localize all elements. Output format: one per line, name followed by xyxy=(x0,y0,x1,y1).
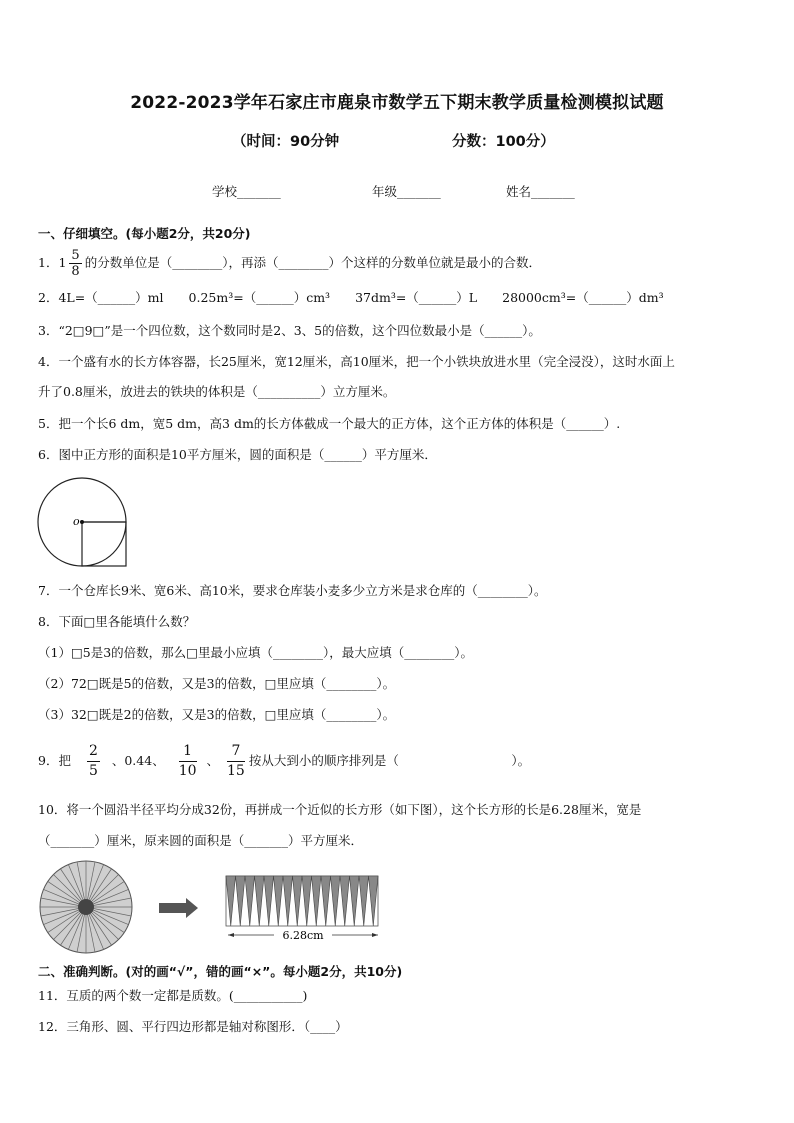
question-10-line-2: （_______）厘米，原来圆的面积是（_______）平方厘米． xyxy=(38,833,364,848)
question-10-line-1: 10．将一个圆沿半径平均分成32份，再拼成一个近似的长方形（如下图），这个长方形的长是6.28厘米，宽是 xyxy=(38,802,642,817)
question-9 xyxy=(38,741,530,781)
circle-to-rectangle-figure xyxy=(36,858,386,958)
question-2: 2．4L=（______）ml 0.25m³=（______）cm³ 37dm³=（______）L 28000cm³=（______）dm³ xyxy=(38,290,664,305)
question-8-part-3: （3）32□既是2的倍数，又是3的倍数，□里应填（________）。 xyxy=(38,707,396,722)
fraction xyxy=(179,742,197,781)
fraction-denominator: 15 xyxy=(227,763,245,779)
approx-rectangle xyxy=(226,876,378,926)
fraction-denominator: 5 xyxy=(88,763,98,779)
dimension-label: 6.28cm xyxy=(282,929,324,942)
center-label: o xyxy=(73,515,80,528)
name-field: 姓名_______ xyxy=(506,184,575,199)
question-4-line-1: 4．一个盛有水的长方体容器，长25厘米，宽12厘米，高10厘米，把一个小铁块放进水里（完全浸没），这时水面上 xyxy=(38,354,675,369)
question-6: 6．图中正方形的面积是10平方厘米，圆的面积是（______）平方厘米． xyxy=(38,447,437,462)
question-12: 12．三角形、圆、平行四边形都是轴对称图形．（____） xyxy=(38,1019,348,1034)
fraction xyxy=(227,742,245,781)
question-8-part-2: （2）72□既是5的倍数，又是3的倍数，□里应填（________）。 xyxy=(38,676,396,691)
section-heading-2: 二、准确判断。(对的画“√”，错的画“×”。每小题2分，共10分) xyxy=(38,964,403,979)
fraction-denominator: 8 xyxy=(71,264,80,279)
divided-circle xyxy=(40,861,132,953)
question-11: 11．互质的两个数一定都是质数。(___________) xyxy=(38,988,308,1003)
question-text: 的分数单位是（________），再添（________）个这样的分数单位就是最小的合数． xyxy=(84,255,541,270)
square-shape xyxy=(82,522,126,566)
arrow-icon xyxy=(159,898,198,918)
separator-text: 、0.44、 xyxy=(111,753,165,768)
question-8-part-1: （1）□5是3的倍数，那么□里最小应填（________），最大应填（________）。 xyxy=(38,645,473,660)
center-point xyxy=(80,520,84,524)
question-8: 8．下面□里各能填什么数？ xyxy=(38,614,196,629)
question-1 xyxy=(38,248,541,279)
question-text: 按从大到小的顺序排列是（ ）。 xyxy=(248,753,531,768)
mixed-number-whole: 1 xyxy=(58,255,67,270)
fraction xyxy=(69,248,81,279)
question-5: 5．把一个长6 dm，宽5 dm，高3 dm的长方体截成一个最大的正方体，这个正方体的体积是（______）. xyxy=(38,416,621,431)
dimension-arrow-right xyxy=(372,933,378,937)
fraction-numerator: 2 xyxy=(87,742,100,762)
separator-text: 、 xyxy=(206,753,220,768)
fraction xyxy=(87,742,100,781)
circle-square-figure xyxy=(36,476,130,570)
dimension-arrow-left xyxy=(228,933,234,937)
grade-field: 年级_______ xyxy=(372,184,441,199)
question-number: 1． xyxy=(38,255,59,270)
section-heading-1: 一、仔细填空。(每小题2分，共20分) xyxy=(38,226,251,241)
fraction-denominator: 10 xyxy=(178,763,197,779)
score-label: 分数：100分） xyxy=(452,134,555,150)
time-label: （时间：90分钟 xyxy=(232,134,340,150)
question-3: 3．“2□9□”是一个四位数，这个数同时是2、3、5的倍数，这个四位数最小是（______）。 xyxy=(38,323,541,338)
page-title: 2022-2023学年石家庄市鹿泉市数学五下期末教学质量检测模拟试题 xyxy=(130,93,664,113)
school-field: 学校_______ xyxy=(212,184,281,199)
question-4-line-2: 升了0.8厘米，放进去的铁块的体积是（__________）立方厘米。 xyxy=(38,384,396,399)
fraction-numerator: 5 xyxy=(71,248,80,263)
fraction-numerator: 1 xyxy=(179,742,197,762)
question-prefix: 9．把 xyxy=(38,753,71,768)
circle-center xyxy=(78,899,94,915)
fraction-numerator: 7 xyxy=(227,742,245,762)
question-7: 7．一个仓库长9米、宽6米、高10米，要求仓库装小麦多少立方米是求仓库的（________）。 xyxy=(38,583,547,598)
